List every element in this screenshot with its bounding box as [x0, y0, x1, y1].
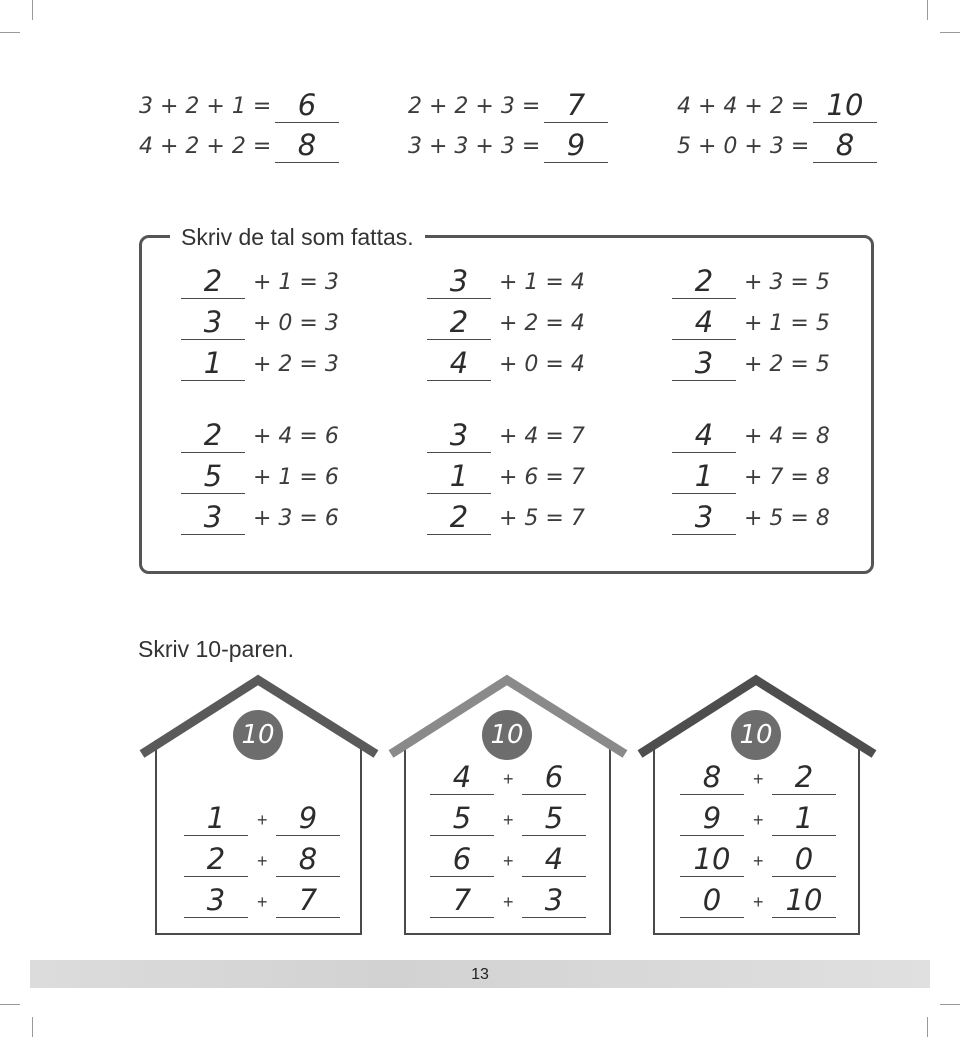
answer-line: [813, 162, 877, 163]
pair-first-number[interactable]: 7: [452, 883, 472, 917]
pair-second-number[interactable]: 6: [544, 760, 564, 794]
plus-sign: +: [503, 892, 514, 912]
crop-mark: [0, 1004, 20, 1005]
plus-sign: +: [503, 851, 514, 871]
equation-row: [181, 264, 341, 298]
equation-row: [427, 264, 587, 298]
equation-answer[interactable]: 3: [203, 305, 223, 339]
equation-answer[interactable]: 3: [694, 500, 714, 534]
pair-second-number[interactable]: 2: [794, 760, 814, 794]
answer-line: [813, 122, 877, 123]
equation-expression: 2 + 2 + 3 =: [408, 94, 541, 119]
equation-row: [181, 418, 341, 452]
equation-expression: + 4 = 6: [253, 424, 339, 449]
answer-line: [672, 452, 736, 453]
answer-line: [522, 876, 586, 877]
ten-badge: 10: [233, 710, 283, 760]
answer-line: [181, 493, 245, 494]
equation-answer[interactable]: 3: [694, 346, 714, 380]
equation-answer[interactable]: 4: [694, 305, 714, 339]
answer-line: [772, 835, 836, 836]
pair-row: [680, 842, 836, 876]
equation-expression: + 1 = 3: [253, 270, 339, 295]
pair-second-number[interactable]: 9: [298, 801, 318, 835]
equation-answer[interactable]: 4: [449, 346, 469, 380]
equation-row: [677, 88, 877, 122]
answer-line: [772, 917, 836, 918]
equation-answer[interactable]: 3: [449, 418, 469, 452]
equation-answer[interactable]: 5: [203, 459, 223, 493]
equation-row: [427, 346, 587, 380]
page-number: 13: [471, 966, 489, 983]
crop-mark: [32, 0, 33, 20]
equation-row: [427, 305, 587, 339]
footer-bar: [30, 960, 930, 988]
pair-first-number[interactable]: 4: [452, 760, 472, 794]
crop-mark: [927, 1017, 928, 1037]
answer-line: [680, 917, 744, 918]
pair-first-number[interactable]: 1: [206, 801, 226, 835]
pair-second-number[interactable]: 5: [544, 801, 564, 835]
ten-badge: 10: [731, 710, 781, 760]
answer-line: [181, 452, 245, 453]
answer-line: [430, 917, 494, 918]
pair-second-number[interactable]: 0: [794, 842, 814, 876]
crop-mark: [0, 32, 20, 33]
plus-sign: +: [753, 851, 764, 871]
equation-expression: + 4 = 8: [744, 424, 830, 449]
pair-row: [184, 801, 340, 835]
answer-line: [430, 876, 494, 877]
equation-expression: + 3 = 5: [744, 270, 830, 295]
equation-answer[interactable]: 4: [694, 418, 714, 452]
pair-row: [680, 883, 836, 917]
answer-line: [430, 794, 494, 795]
section-title: Skriv 10-paren.: [138, 636, 294, 662]
plus-sign: +: [503, 810, 514, 830]
answer-line: [522, 835, 586, 836]
pair-row: [184, 883, 340, 917]
pair-first-number[interactable]: 6: [452, 842, 472, 876]
crop-mark: [940, 32, 960, 33]
answer-line: [276, 917, 340, 918]
plus-sign: +: [753, 892, 764, 912]
equation-row: [408, 88, 608, 122]
equation-answer[interactable]: 2: [203, 418, 223, 452]
pair-row: [680, 760, 836, 794]
equation-row: [672, 346, 832, 380]
answer-line: [672, 380, 736, 381]
equation-row: [181, 459, 341, 493]
equation-expression: + 7 = 8: [744, 465, 830, 490]
equation-row: [672, 500, 832, 534]
pair-first-number[interactable]: 2: [206, 842, 226, 876]
answer-line: [680, 876, 744, 877]
answer-line: [430, 835, 494, 836]
answer-line: [427, 493, 491, 494]
pair-row: [680, 801, 836, 835]
equation-row: [672, 418, 832, 452]
pair-row: [430, 760, 586, 794]
equation-row: [427, 418, 587, 452]
equation-expression: + 0 = 3: [253, 311, 339, 336]
section-title: Skriv de tal som fattas.: [170, 222, 425, 252]
plus-sign: +: [257, 810, 268, 830]
pair-row: [430, 883, 586, 917]
answer-line: [672, 298, 736, 299]
answer-line: [427, 298, 491, 299]
answer-line: [544, 122, 608, 123]
answer-line: [427, 380, 491, 381]
equation-answer[interactable]: 7: [566, 88, 586, 122]
equation-answer[interactable]: 8: [297, 128, 317, 162]
equation-answer[interactable]: 10: [826, 88, 864, 122]
equation-answer[interactable]: 2: [449, 305, 469, 339]
pair-second-number[interactable]: 3: [544, 883, 564, 917]
pair-first-number[interactable]: 0: [702, 883, 722, 917]
pair-first-number[interactable]: 8: [702, 760, 722, 794]
equation-row: [408, 128, 608, 162]
equation-answer[interactable]: 3: [203, 500, 223, 534]
equation-expression: + 2 = 3: [253, 352, 339, 377]
answer-line: [181, 339, 245, 340]
answer-line: [544, 162, 608, 163]
equation-row: [181, 346, 341, 380]
equation-answer[interactable]: 9: [566, 128, 586, 162]
answer-line: [184, 917, 248, 918]
equation-answer[interactable]: 2: [694, 264, 714, 298]
equation-expression: + 2 = 4: [499, 311, 585, 336]
answer-line: [672, 493, 736, 494]
equation-answer[interactable]: 3: [449, 264, 469, 298]
equation-answer[interactable]: 2: [449, 500, 469, 534]
pair-second-number[interactable]: 4: [544, 842, 564, 876]
equation-row: [427, 500, 587, 534]
plus-sign: +: [257, 851, 268, 871]
plus-sign: +: [753, 769, 764, 789]
equation-expression: + 2 = 5: [744, 352, 830, 377]
equation-answer[interactable]: 1: [449, 459, 469, 493]
answer-line: [184, 876, 248, 877]
answer-line: [772, 876, 836, 877]
answer-line: [276, 835, 340, 836]
answer-line: [181, 534, 245, 535]
answer-line: [427, 339, 491, 340]
equation-expression: 3 + 3 + 3 =: [408, 134, 541, 159]
pair-second-number[interactable]: 10: [785, 883, 823, 917]
pair-first-number[interactable]: 3: [206, 883, 226, 917]
answer-line: [522, 917, 586, 918]
pair-row: [184, 842, 340, 876]
plus-sign: +: [753, 810, 764, 830]
equation-expression: 5 + 0 + 3 =: [677, 134, 810, 159]
equation-row: [181, 305, 341, 339]
equation-answer[interactable]: 8: [835, 128, 855, 162]
equation-expression: + 1 = 4: [499, 270, 585, 295]
answer-line: [772, 794, 836, 795]
equation-expression: + 1 = 5: [744, 311, 830, 336]
crop-mark: [927, 0, 928, 20]
plus-sign: +: [503, 769, 514, 789]
equation-row: [181, 500, 341, 534]
pair-second-number[interactable]: 7: [298, 883, 318, 917]
answer-line: [184, 835, 248, 836]
pair-row: [430, 801, 586, 835]
equation-expression: + 4 = 7: [499, 424, 585, 449]
pair-second-number[interactable]: 1: [794, 801, 814, 835]
answer-line: [522, 794, 586, 795]
answer-line: [276, 876, 340, 877]
equation-row: [139, 88, 339, 122]
equation-row: [427, 459, 587, 493]
equation-row: [672, 459, 832, 493]
equation-expression: 4 + 4 + 2 =: [677, 94, 810, 119]
answer-line: [680, 794, 744, 795]
equation-expression: + 1 = 6: [253, 465, 339, 490]
equation-expression: + 3 = 6: [253, 506, 339, 531]
equation-expression: + 5 = 7: [499, 506, 585, 531]
crop-mark: [940, 1004, 960, 1005]
equation-expression: + 0 = 4: [499, 352, 585, 377]
ten-badge: 10: [482, 710, 532, 760]
answer-line: [181, 298, 245, 299]
pair-first-number[interactable]: 10: [693, 842, 731, 876]
equation-answer[interactable]: 1: [203, 346, 223, 380]
answer-line: [680, 835, 744, 836]
equation-row: [672, 264, 832, 298]
equation-expression: + 5 = 8: [744, 506, 830, 531]
equation-answer[interactable]: 2: [203, 264, 223, 298]
pair-first-number[interactable]: 5: [452, 801, 472, 835]
equation-row: [139, 128, 339, 162]
equation-expression: 3 + 2 + 1 =: [139, 94, 272, 119]
answer-line: [275, 122, 339, 123]
equation-row: [677, 128, 877, 162]
answer-line: [275, 162, 339, 163]
equation-expression: 4 + 2 + 2 =: [139, 134, 272, 159]
pair-first-number[interactable]: 9: [702, 801, 722, 835]
answer-line: [427, 452, 491, 453]
pair-second-number[interactable]: 8: [298, 842, 318, 876]
crop-mark: [32, 1017, 33, 1037]
equation-row: [672, 305, 832, 339]
equation-answer[interactable]: 6: [297, 88, 317, 122]
equation-expression: + 6 = 7: [499, 465, 585, 490]
answer-line: [181, 380, 245, 381]
pair-row: [430, 842, 586, 876]
equation-answer[interactable]: 1: [694, 459, 714, 493]
answer-line: [427, 534, 491, 535]
answer-line: [672, 339, 736, 340]
answer-line: [672, 534, 736, 535]
plus-sign: +: [257, 892, 268, 912]
